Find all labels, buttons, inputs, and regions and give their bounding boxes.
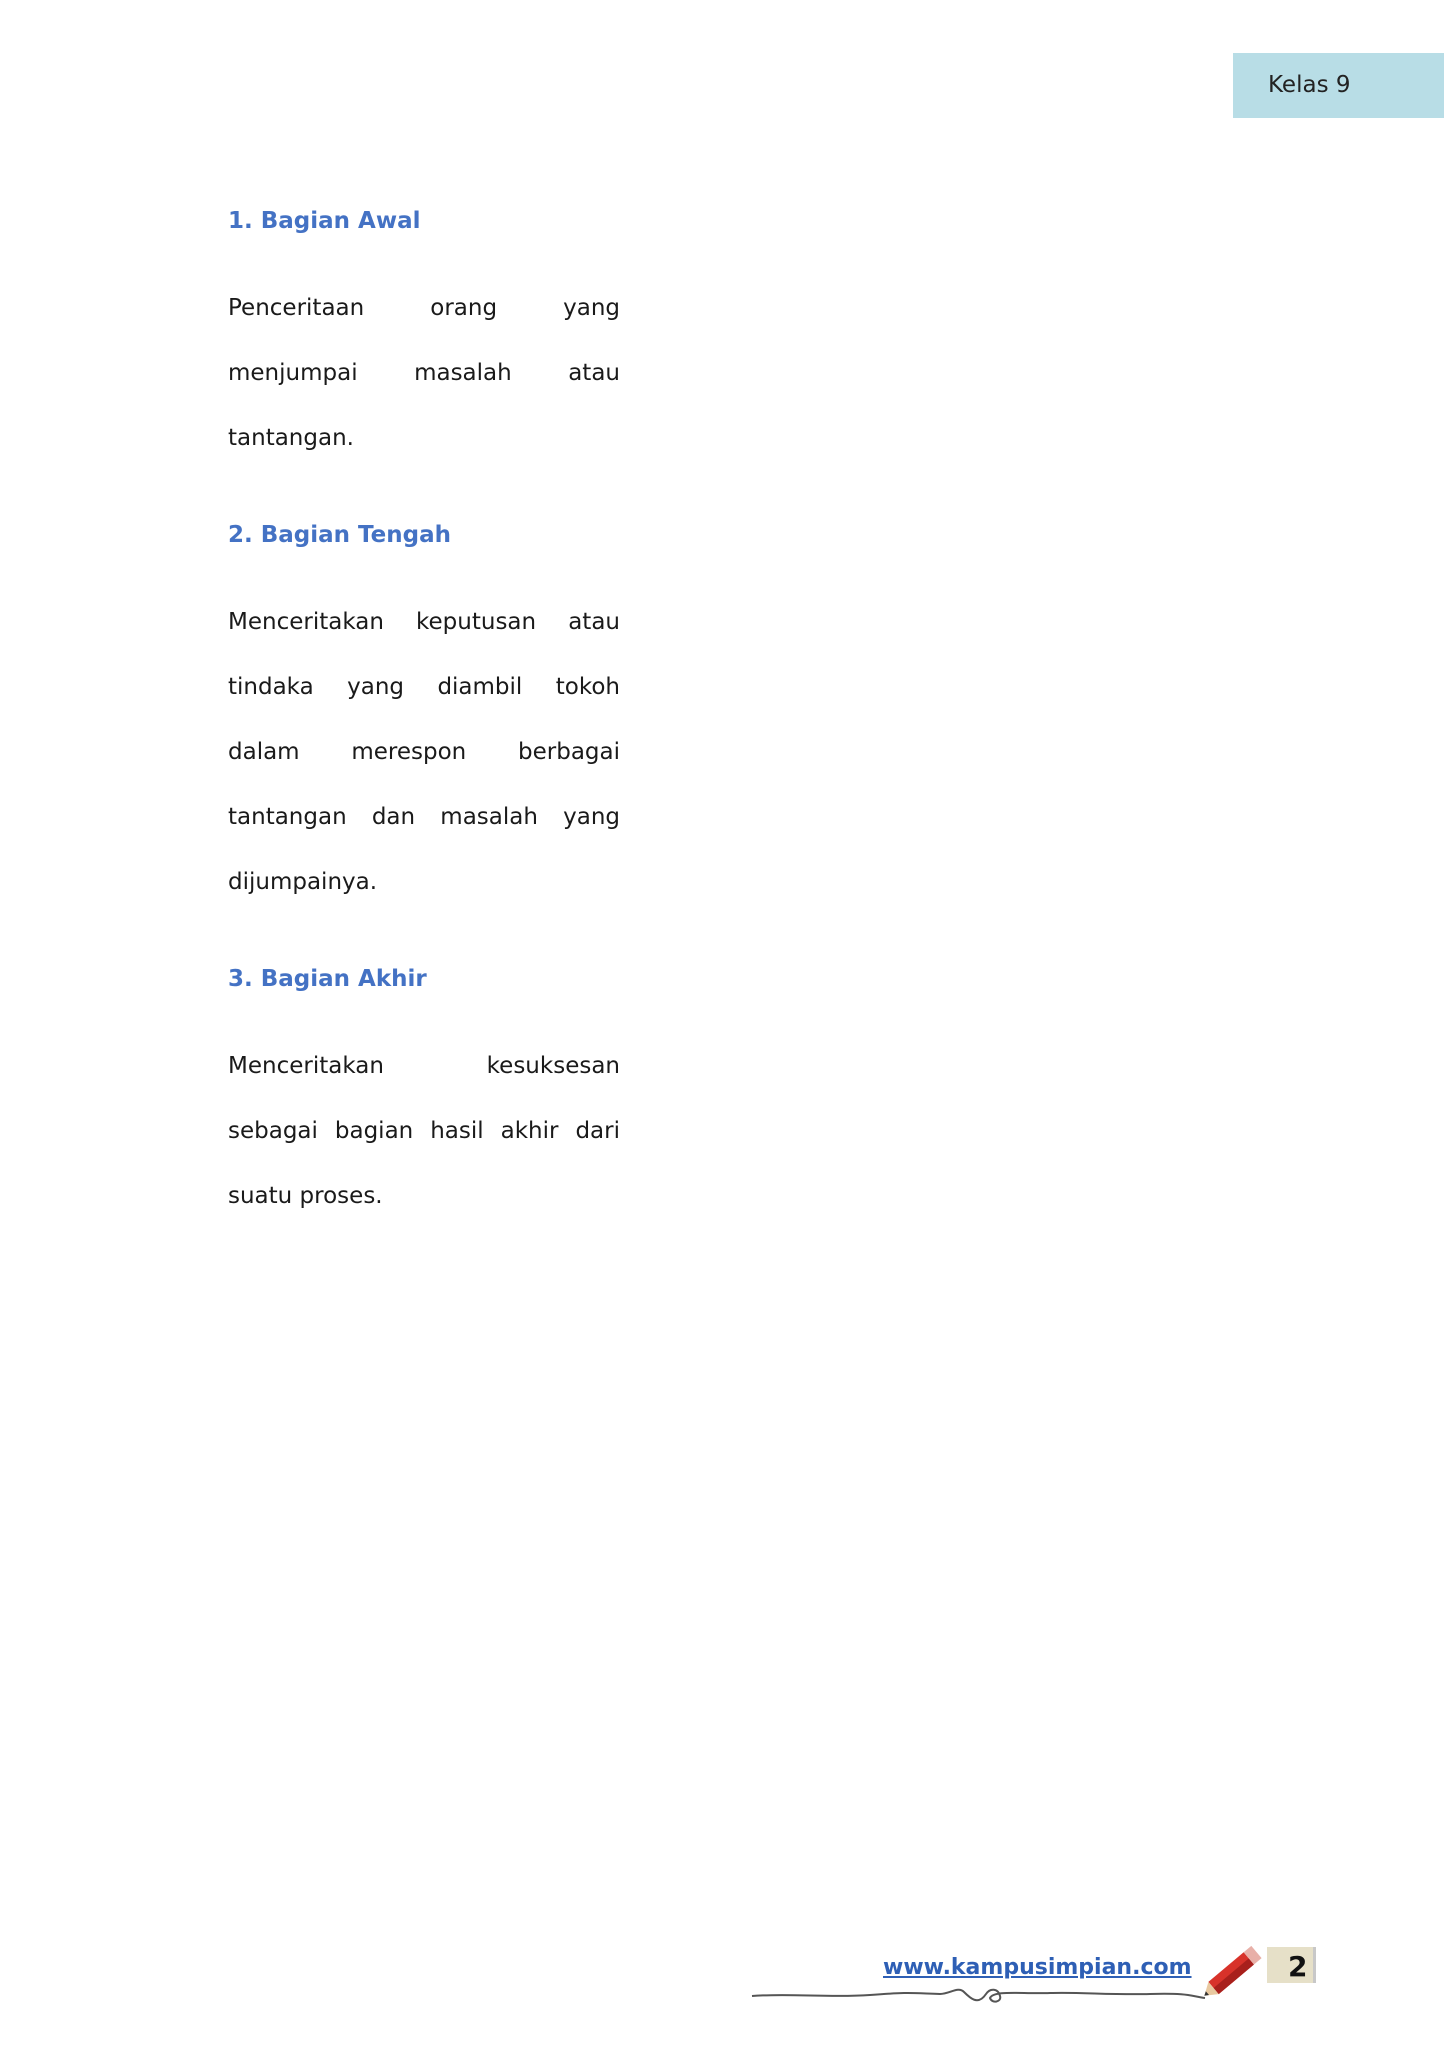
section-text-awal: Penceritaan orang yang menjumpai masalah atau tantangan. [228, 295, 620, 451]
footer-squiggle-line [750, 1980, 1210, 2020]
section-heading-akhir: 3. Bagian Akhir [228, 966, 427, 992]
page-number: 2 [1288, 1950, 1308, 1983]
section-text-akhir: Menceritakan kesuksesan sebagai bagian hasil akhir dari suatu proses. [228, 1053, 620, 1209]
pencil-icon [1195, 1930, 1275, 2010]
section-heading-awal: 1. Bagian Awal [228, 208, 421, 234]
section-text-tengah: Menceritakan keputusan atau tindaka yang diambil tokoh dalam merespon berbagai tantangan dan masalah yang dijumpainya. [228, 609, 620, 895]
section-heading-tengah: 2. Bagian Tengah [228, 522, 452, 548]
website-link[interactable]: www.kampusimpian.com [883, 1955, 1192, 1980]
class-label-tab: Kelas 9 [1233, 53, 1444, 118]
